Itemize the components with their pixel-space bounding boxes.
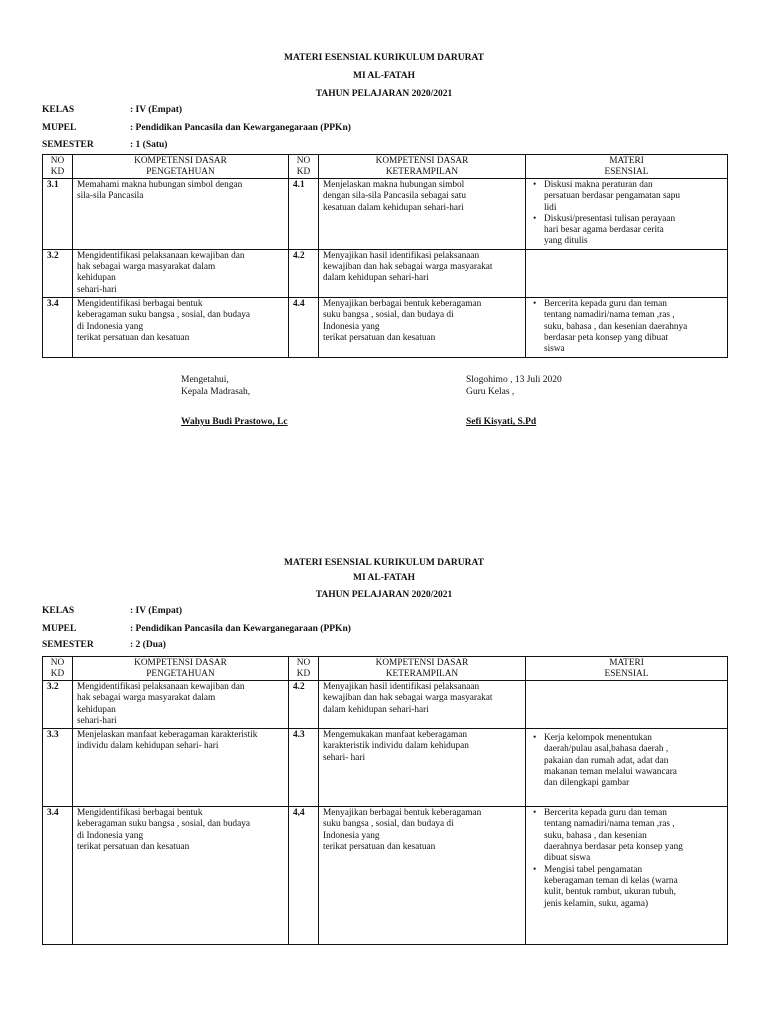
no-kd-header (289, 155, 319, 179)
cell-line: Indonesia yang (323, 830, 380, 841)
cell-line: keberagaman suku bangsa , sosial, dan budaya (77, 819, 250, 830)
meta-value: : Pendidikan Pancasila dan Kewarganegaraan (PPKn) (130, 624, 351, 634)
kd-pengetahuan-cell (73, 729, 289, 807)
meta-label: KELAS (42, 606, 75, 616)
materi-list (530, 180, 723, 248)
table-row (43, 249, 728, 297)
kd-keterampilan-cell (319, 249, 526, 297)
materi-list (530, 733, 723, 789)
cell-line: kewajiban dan hak sebagai warga masyarakat (323, 693, 493, 704)
cell-line: dalam kehidupan sehari-hari (323, 704, 429, 715)
kd-keterampilan-cell (319, 681, 526, 729)
header-line: KETERAMPILAN (385, 166, 459, 177)
header-line: MATERI (609, 658, 644, 668)
cell-line: Menyajikan berbagai bentuk keberagaman (323, 808, 482, 819)
cell-line: sehari- hari (323, 752, 366, 763)
kd-number: 3.4 (43, 807, 73, 945)
header-line: ESENSIAL (604, 166, 649, 177)
cell-line: Menyajikan berbagai bentuk keberagaman (323, 298, 482, 309)
cell-line: sehari-hari (77, 284, 117, 295)
cell-line: dan dilengkapi gambar (544, 778, 630, 789)
cell-line: Menyajikan hasil identifikasi pelaksanaan (323, 682, 480, 692)
kd-number: 4.1 (289, 179, 319, 250)
kd-pengetahuan-cell (73, 297, 289, 357)
cell-line: Mengidentifikasi berbagai bentuk (77, 808, 203, 819)
cell-line: jenis kelamin, suku, agama) (544, 898, 649, 909)
kompetensi-keterampilan-header (319, 155, 526, 179)
kd-number: 3.1 (43, 179, 73, 250)
signature-left-line: Kepala Madrasah, (181, 387, 251, 397)
school-name: MI AL-FATAH (352, 71, 415, 81)
kd-keterampilan-cell (319, 729, 526, 807)
cell-line: daerah/pulau asal,bahasa daerah , (544, 744, 669, 755)
no-kd-header (43, 155, 73, 179)
cell-line: • Kerja kelompok menentukan (544, 733, 652, 744)
doc-title: MATERI ESENSIAL KURIKULUM DARURAT (284, 53, 484, 63)
cell-line: Mengidentifikasi pelaksanaan kewajiban dan (77, 250, 245, 261)
cell-line: • Mengisi tabel pengamatan (544, 864, 643, 875)
cell-line: Indonesia yang (323, 321, 380, 332)
kd-number: 3.3 (43, 729, 73, 807)
meta-value: : 2 (Dua) (130, 640, 166, 650)
materi-esensial-header (526, 155, 728, 179)
meta-label: SEMESTER (42, 640, 94, 650)
meta-value: : IV (Empat) (130, 606, 183, 616)
cell-line: lidi (544, 202, 557, 213)
materi-esensial-cell (526, 807, 728, 945)
header-line: NO (50, 658, 65, 668)
header-line: MATERI (609, 156, 644, 166)
materi-item (544, 299, 723, 355)
cell-line: berdasar peta konsep yang dibuat (544, 332, 668, 343)
cell-line: makanan teman melalui wawancara (544, 767, 677, 778)
cell-line: di Indonesia yang (77, 321, 144, 332)
cell-line: • Diskusi makna peraturan dan (544, 180, 653, 190)
header-line: KD (296, 166, 311, 177)
meta-value: : 1 (Satu) (130, 140, 168, 150)
materi-esensial-cell (526, 681, 728, 729)
cell-line: kulit, bentuk rambut, ukuran tubuh, (544, 887, 676, 898)
materi-esensial-cell (526, 249, 728, 297)
materi-item (544, 733, 723, 789)
meta-label: MUPEL (42, 123, 77, 133)
cell-line: kesatuan dalam kehidupan sehari-hari (323, 202, 464, 213)
cell-line: Mengidentifikasi pelaksanaan kewajiban dan (77, 682, 245, 692)
kd-pengetahuan-cell (73, 681, 289, 729)
meta-label: MUPEL (42, 624, 77, 634)
cell-line: kehidupan (77, 704, 116, 715)
header-line: ESENSIAL (604, 668, 649, 679)
meta-label: KELAS (42, 105, 75, 115)
cell-line: hak sebagai warga masyarakat dalam (77, 262, 216, 273)
header-line: PENGETAHUAN (146, 668, 215, 679)
cell-line: siswa (544, 344, 565, 355)
kd-number: 4,4 (289, 807, 319, 945)
cell-line: suku bangsa , sosial, dan budaya di (323, 819, 454, 830)
header-line: KOMPETENSI DASAR (134, 156, 227, 166)
cell-line: • Bercerita kepada guru dan teman (544, 298, 667, 309)
kd-number: 3.4 (43, 297, 73, 357)
materi-esensial-cell (526, 729, 728, 807)
cell-line: keberagaman teman di kelas (warna (544, 875, 678, 886)
header-line: KD (50, 166, 65, 177)
kompetensi-pengetahuan-header (73, 155, 289, 179)
cell-line: tentang namadiri/nama teman ,ras , (544, 310, 675, 321)
materi-esensial-header (526, 657, 728, 681)
cell-line: yang ditulis (544, 236, 588, 247)
cell-line: kehidupan (77, 273, 116, 284)
cell-line: terikat persatuan dan kesatuan (323, 842, 436, 853)
cell-line: tentang namadiri/nama teman ,ras , (544, 819, 675, 830)
academic-year: TAHUN PELAJARAN 2020/2021 (315, 590, 453, 600)
materi-item (544, 865, 723, 910)
materi-esensial-cell (526, 297, 728, 357)
header-line: PENGETAHUAN (146, 166, 215, 177)
materi-list (530, 299, 723, 355)
cell-line: Mengidentifikasi berbagai bentuk (77, 298, 203, 309)
header-line: NO (296, 156, 311, 166)
header-line: KD (50, 668, 65, 679)
kd-keterampilan-cell (319, 179, 526, 250)
kd-pengetahuan-cell (73, 179, 289, 250)
no-kd-header (43, 657, 73, 681)
signature-right (466, 374, 562, 428)
kd-number: 4.2 (289, 681, 319, 729)
table-header-row (43, 657, 728, 681)
materi-item (544, 214, 723, 248)
table-row (43, 297, 728, 357)
cell-line: pakaian dan rumah adat, adat dan (544, 755, 669, 766)
cell-line: • Diskusi/presentasi tulisan perayaan (544, 213, 676, 224)
cell-line: • Bercerita kepada guru dan teman (544, 808, 667, 819)
kd-number: 4.3 (289, 729, 319, 807)
materi-item (544, 180, 723, 214)
cell-line: suku, bahasa , dan kesenian daerahnya (544, 321, 688, 332)
header-line: NO (296, 658, 311, 668)
academic-year: TAHUN PELAJARAN 2020/2021 (315, 89, 453, 99)
meta-value: : Pendidikan Pancasila dan Kewarganegaraan (PPKn) (130, 123, 351, 133)
header-line: KOMPETENSI DASAR (375, 156, 469, 166)
kd-number: 4.4 (289, 297, 319, 357)
cell-line: suku bangsa , sosial, dan budaya di (323, 310, 454, 321)
cell-line: kewajiban dan hak sebagai warga masyarakat (323, 262, 493, 273)
header-line: NO (50, 156, 65, 166)
cell-line: Memahami makna hubungan simbol dengan (77, 180, 243, 190)
cell-line: Mengemukakan manfaat keberagaman (323, 730, 468, 741)
cell-line: Menjelaskan manfaat keberagaman karakteristik (77, 730, 258, 741)
kd-pengetahuan-cell (73, 807, 289, 945)
cell-line: hari besar agama berdasar cerita (544, 225, 664, 236)
cell-line: suku, bahasa , dan kesenian (544, 830, 647, 841)
header-line: KETERAMPILAN (385, 668, 459, 679)
table-row (43, 179, 728, 250)
cell-line: Menyajikan hasil identifikasi pelaksanaan (323, 250, 480, 261)
cell-line: dibuat siswa (544, 853, 591, 864)
kd-table (42, 656, 728, 945)
cell-line: Menjelaskan makna hubungan simbol (323, 180, 465, 190)
cell-line: karakteristik individu dalam kehidupan (323, 741, 469, 752)
cell-line: hak sebagai warga masyarakat dalam (77, 693, 216, 704)
signature-right-line: Guru Kelas , (466, 387, 515, 397)
signature-left-line: Mengetahui, (181, 375, 229, 385)
cell-line: sehari-hari (77, 715, 117, 726)
kompetensi-pengetahuan-header (73, 657, 289, 681)
cell-line: daerahnya berdasar peta konsep yang (544, 842, 683, 853)
meta-value: : IV (Empat) (130, 105, 183, 115)
header-line: KOMPETENSI DASAR (375, 658, 469, 668)
cell-line: terikat persatuan dan kesatuan (77, 842, 190, 853)
cell-line: keberagaman suku bangsa , sosial, dan budaya (77, 310, 250, 321)
cell-line: terikat persatuan dan kesatuan (77, 332, 190, 343)
kd-number: 3.2 (43, 681, 73, 729)
signature-left (181, 374, 288, 428)
cell-line: terikat persatuan dan kesatuan (323, 332, 436, 343)
cell-line: persatuan berdasar pengamatan sapu (544, 191, 681, 202)
cell-line: dengan sila-sila Pancasila sebagai satu (323, 191, 467, 202)
kd-table (42, 154, 728, 358)
kd-keterampilan-cell (319, 807, 526, 945)
kd-pengetahuan-cell (73, 249, 289, 297)
teacher-name: Sefi Kisyati, S.Pd (466, 417, 537, 427)
school-name: MI AL-FATAH (352, 573, 415, 583)
cell-line: sila-sila Pancasila (77, 191, 144, 202)
materi-esensial-cell (526, 179, 728, 250)
kd-number: 3.2 (43, 249, 73, 297)
table-header-row (43, 155, 728, 179)
header-line: KOMPETENSI DASAR (134, 658, 227, 668)
header-line: KD (296, 668, 311, 679)
table-row (43, 729, 728, 807)
meta-label: SEMESTER (42, 140, 94, 150)
signature-right-line: Slogohimo , 13 Juli 2020 (466, 375, 562, 385)
materi-item (544, 808, 723, 864)
table-row (43, 807, 728, 945)
table-row (43, 681, 728, 729)
materi-list (530, 808, 723, 910)
cell-line: dalam kehidupan sehari-hari (323, 273, 429, 284)
kd-number: 4.2 (289, 249, 319, 297)
kd-keterampilan-cell (319, 297, 526, 357)
doc-title: MATERI ESENSIAL KURIKULUM DARURAT (284, 558, 484, 568)
headmaster-name: Wahyu Budi Prastowo, Lc (181, 417, 288, 427)
cell-line: individu dalam kehidupan sehari- hari (77, 741, 219, 752)
no-kd-header (289, 657, 319, 681)
cell-line: di Indonesia yang (77, 830, 144, 841)
kompetensi-keterampilan-header (319, 657, 526, 681)
